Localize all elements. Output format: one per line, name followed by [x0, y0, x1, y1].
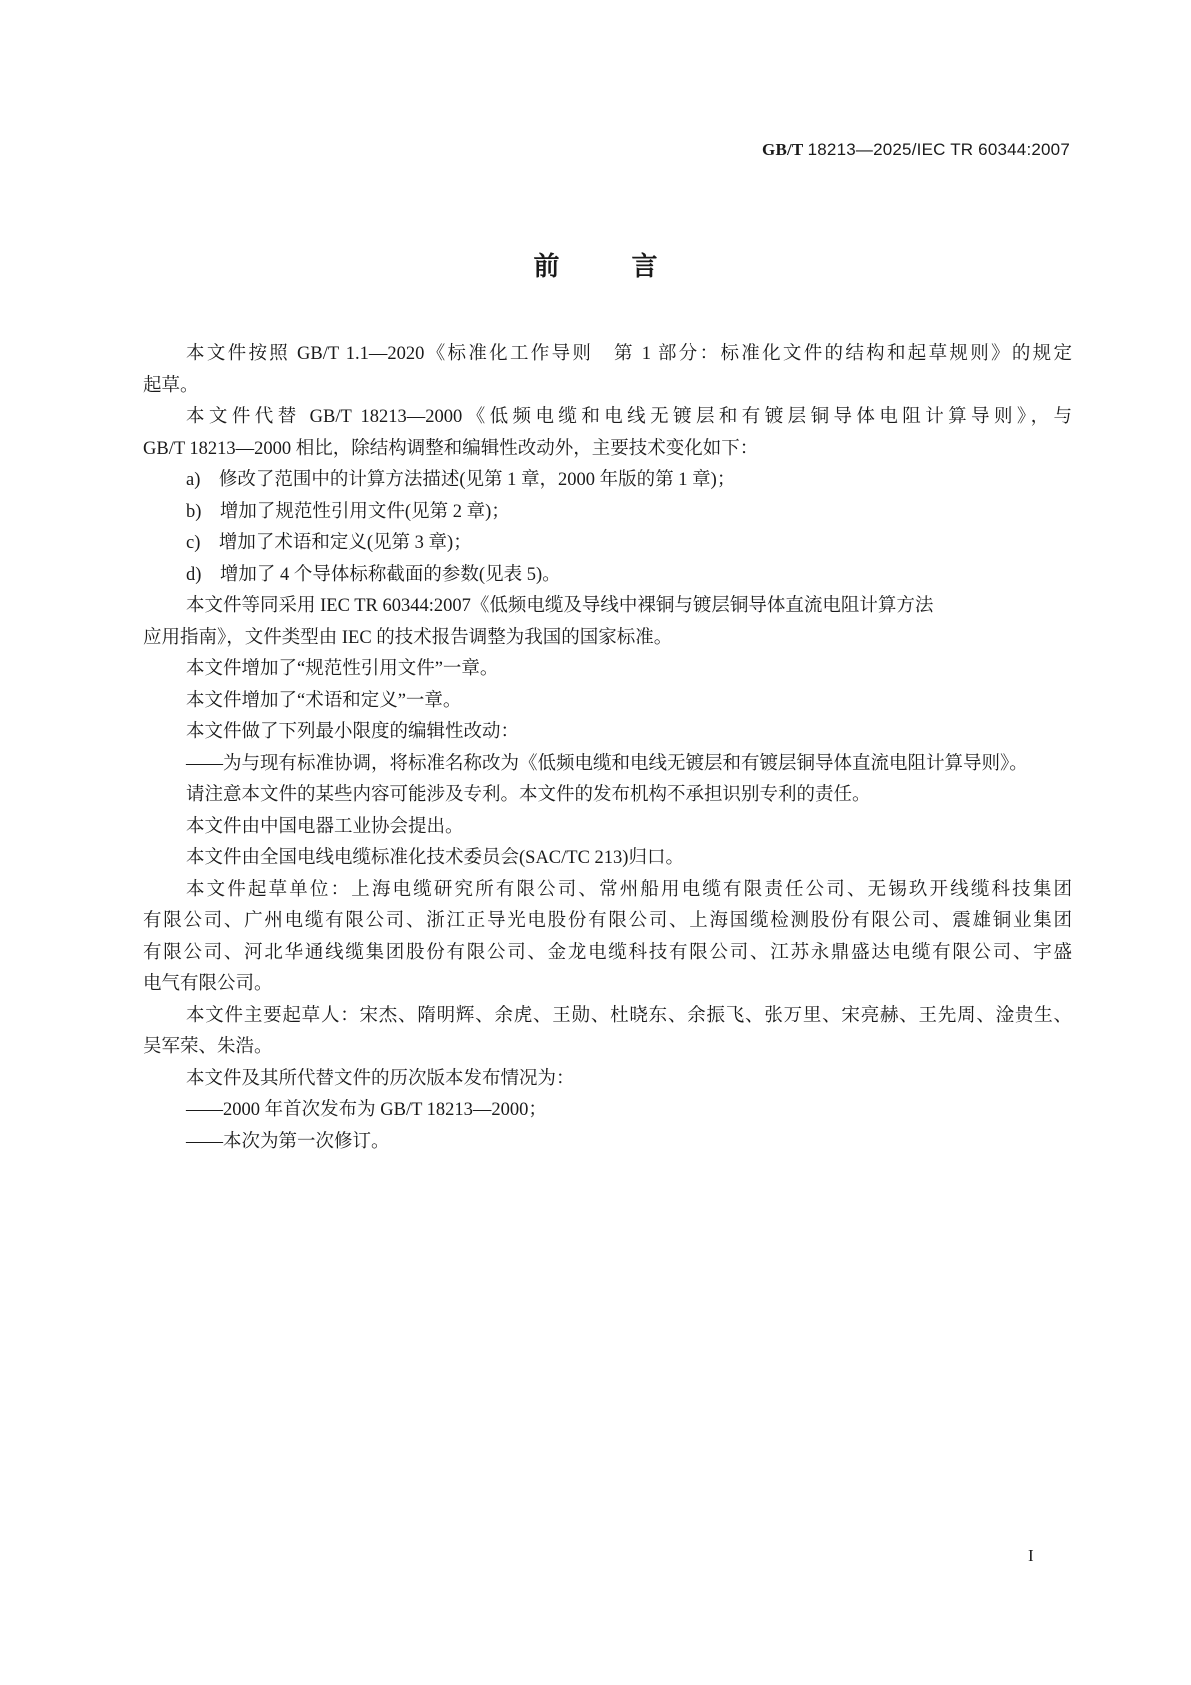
standard-number: 18213—2025/IEC TR 60344:2007	[807, 140, 1070, 159]
text-line: 本文件起草单位：上海电缆研究所有限公司、常州船用电缆有限责任公司、无锡玖开线缆科技集团	[186, 879, 1072, 900]
text-line: 有限公司、广州电缆有限公司、浙江正导光电股份有限公司、上海国缆检测股份有限公司、震雄铜业集团	[143, 911, 1072, 931]
text-line: 本文件等同采用 IEC TR 60344:2007《低频电缆及导线中裸铜与镀层铜导体直流电阻计算方法	[186, 596, 934, 616]
text-line: ——为与现有标准协调，将标准名称改为《低频电缆和电线无镀层和有镀层铜导体直流电阻计算导则》。	[186, 753, 1028, 774]
title-char: 言	[631, 252, 658, 282]
page-title	[0, 246, 1191, 283]
text-line: c) 增加了术语和定义(见第 3 章)；	[186, 533, 472, 553]
standard-code: GB/T	[762, 140, 804, 159]
foreword-body	[143, 339, 1072, 1158]
text-line: d) 增加了 4 个导体标称截面的参数(见表 5)。	[186, 564, 561, 585]
text-line: ——本次为第一次修订。	[186, 1131, 390, 1152]
text-line: b) 增加了规范性引用文件(见第 2 章)；	[186, 501, 510, 522]
text-line: GB/T 18213—2000 相比，除结构调整和编辑性改动外，主要技术变化如下：	[143, 438, 759, 459]
text-line: 本文件及其所代替文件的历次版本发布情况为：	[186, 1068, 575, 1089]
text-line: 应用指南》，文件类型由 IEC 的技术报告调整为我国的国家标准。	[143, 627, 673, 648]
text-line: 本文件主要起草人：宋杰、隋明辉、余虎、王勋、杜晓东、余振飞、张万里、宋亮赫、王先周、淦贵生、	[186, 1005, 1072, 1026]
text-line: 起草。	[143, 375, 199, 396]
page-number: I	[1028, 1546, 1034, 1565]
standard-header	[762, 140, 1070, 160]
text-line: 有限公司、河北华通线缆集团股份有限公司、金龙电缆科技有限公司、江苏永鼎盛达电缆有限公司、宇盛	[143, 942, 1072, 963]
text-line: 请注意本文件的某些内容可能涉及专利。本文件的发布机构不承担识别专利的责任。	[186, 785, 871, 805]
text-line: a) 修改了范围中的计算方法描述(见第 1 章，2000 年版的第 1 章)；	[186, 470, 736, 490]
text-line: 本文件由全国电线电缆标准化技术委员会(SAC/TC 213)归口。	[186, 848, 684, 868]
text-line: 本文件做了下列最小限度的编辑性改动：	[186, 722, 520, 742]
text-line: 吴军荣、朱浩。	[143, 1037, 273, 1057]
text-line: 本文件增加了“术语和定义”一章。	[186, 690, 462, 711]
text-line: 本文件增加了“规范性引用文件”一章。	[186, 659, 499, 679]
text-line: 本文件按照 GB/T 1.1—2020《标准化工作导则 第 1 部分：标准化文件的结构和起草规则》的规定	[186, 344, 1072, 364]
text-line: 本文件由中国电器工业协会提出。	[186, 816, 464, 837]
text-line: 电气有限公司。	[143, 974, 273, 994]
text-line: ——2000 年首次发布为 GB/T 18213—2000；	[186, 1100, 547, 1120]
title-char: 前	[533, 252, 560, 282]
text-line: 本文件代替 GB/T 18213—2000《低频电缆和电线无镀层和有镀层铜导体电阻计算导则》，与	[186, 407, 1072, 427]
